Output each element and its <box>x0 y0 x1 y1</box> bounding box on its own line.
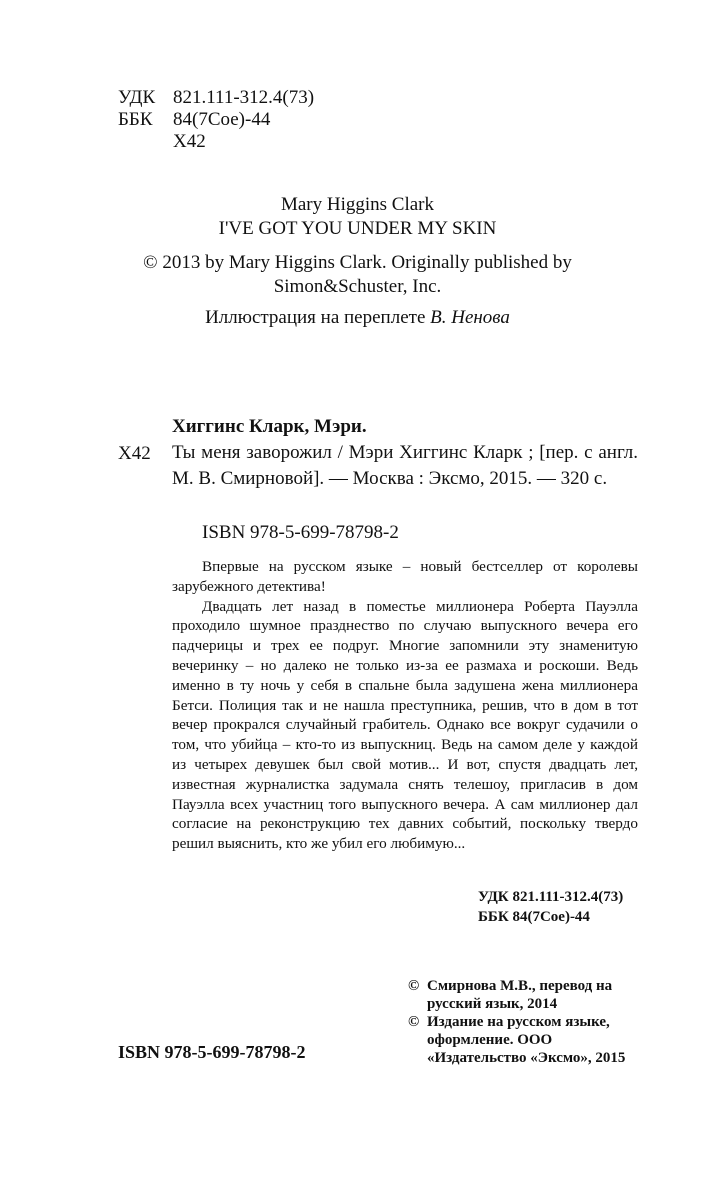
copyright-line-2: Simon&Schuster, Inc. <box>273 276 442 297</box>
copyright-edition-item <box>408 1013 648 1067</box>
udk-label: УДК <box>118 87 156 108</box>
copyright-line-1: © 2013 by Mary Higgins Clark. Originally published by <box>143 252 572 273</box>
original-title: I'VE GOT YOU UNDER MY SKIN <box>218 218 497 239</box>
isbn-bottom: ISBN 978-5-699-78798-2 <box>118 1042 306 1062</box>
copyright-block <box>408 977 648 1067</box>
illustration-prefix: Иллюстрация на переплете <box>205 307 426 328</box>
udk-row <box>118 87 314 109</box>
annotation-paragraph-2: Двадцать лет назад в поместье миллионера Роберта Пауэлла проходило шумное празднество по случаю выпускного вечера его падчерицы и трех ее подруг. Многие запомнили эту знаменитую вечеринку – но далеко не только из-за ее размаха и роскоши. Ведь именно в ту ночь у себя в спальне была задушена жена миллионера Бетси. Полиция так и не нашла преступника, решив, что в дом в тот вечер прокрался случайный грабитель. Однако все вокруг судачили о том, что убийца – кто-то из выпускниц. Ведь на самом деле у каждой из четырех девушек был свой мотив... И вот, спустя двадцать лет, известная журналистка задумала снять телешоу, пригласив в дом Пауэлла всех участниц того выпускного вечера. А сам миллионер дал согласие на реконструкцию тех давних событий, поскольку твердо решил выяснить, кто же убил его любимую... <box>172 597 638 853</box>
author-code: Х42 <box>173 131 206 152</box>
footer-bbk: ББК 84(7Сое)-44 <box>478 909 590 925</box>
bbk-label: ББК <box>118 109 153 130</box>
annotation <box>172 557 638 854</box>
author-heading: Хиггинс Кларк, Мэри. <box>172 416 367 437</box>
copyright-translation-item <box>408 977 648 1013</box>
annotation-codes <box>478 887 623 927</box>
udk-value: 821.111-312.4(73) <box>173 87 315 108</box>
bbk-value: 84(7Сое)-44 <box>173 109 271 130</box>
bibliographic-description: Ты меня заворожил / Мэри Хиггинс Кларк ; [пер. с англ. М. В. Смирновой]. — Москва : Эксмо, 2015. — 320 с. <box>172 442 638 489</box>
copyright-symbol: © <box>408 978 420 994</box>
illustrator-name: В. Ненова <box>430 307 510 328</box>
copyright-symbol: © <box>408 1014 420 1030</box>
isbn-top: ISBN 978-5-699-78798-2 <box>202 522 399 543</box>
illustration-credit <box>0 306 715 330</box>
bibliographic-code: Х42 <box>118 443 151 464</box>
copyright-edition: Издание на русском языке, оформление. ООО «Издательство «Эксмо», 2015 <box>427 1014 626 1066</box>
bbk-row <box>118 109 270 131</box>
copyright-translation: Смирнова М.В., перевод на русский язык, 2014 <box>427 978 613 1012</box>
original-author: Mary Higgins Clark <box>280 194 435 215</box>
footer-udk: УДК 821.111-312.4(73) <box>478 889 624 905</box>
author-code-row <box>173 131 206 153</box>
annotation-paragraph-1: Впервые на русском языке – новый бестселлер от королевы зарубежного детектива! <box>172 558 638 595</box>
